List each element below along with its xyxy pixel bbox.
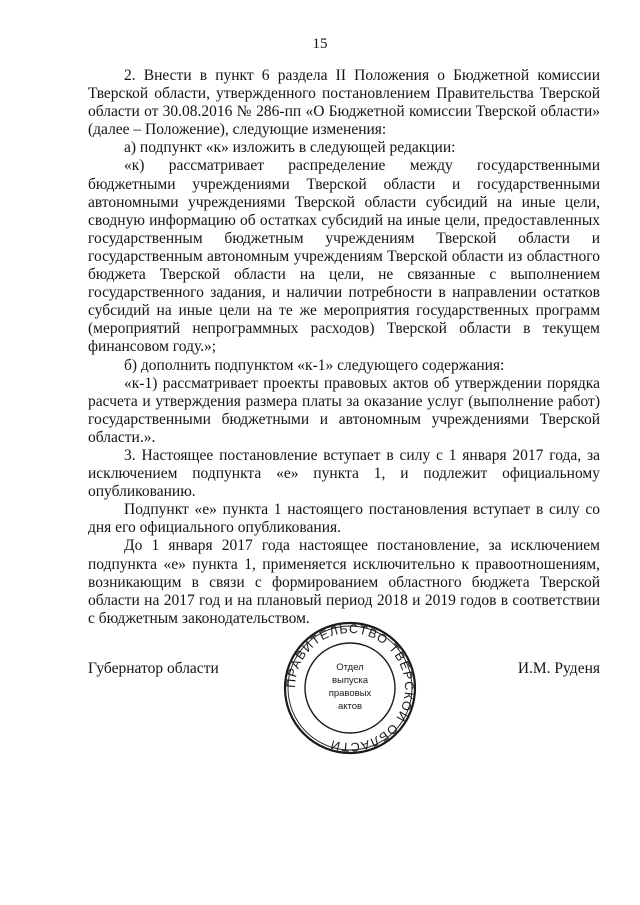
stamp-seal-icon: [282, 620, 418, 756]
paragraph-item-2: 2. Внести в пункт 6 раздела II Положения о Бюджетной комиссии Тверской области, утвержденного постановлением Правительства Тверской области от 30.08.2016 № 286-пп «О Бюджетной комиссии Тверской области» (далее – Положение), следующие изменения:: [88, 67, 600, 139]
paragraph-subitem-a: а) подпункт «к» изложить в следующей редакции:: [124, 139, 456, 157]
official-stamp: [282, 620, 418, 756]
stamp-ring-text: ПРАВИТЕЛЬСТВО ТВЕРСКОЙ ОБЛАСТИ: [283, 621, 417, 755]
signer-name: И.М. Руденя: [517, 660, 600, 677]
paragraph-item-3: 3. Настоящее постановление вступает в силу с 1 января 2017 года, за исключением подпункта «е» пункта 1, и подлежит официальному опубликованию.: [88, 446, 600, 501]
signer-title: Губернатор области: [88, 660, 219, 677]
paragraph-subitem-k: «к) рассматривает распределение между государственными бюджетными учреждениями Тверской области и государственными автономными учреждениями Тверской области субсидий на иные цели, сводную информацию об остатках субсидий на иные цели, предоставленных государственным бюджетным учреждениям Тверской области и государственным автономным учреждениям Тверской области из областного бюджета Тверской области на цели, не связанные с выполнением государственного задания, и наличии потребности в направлении остатков субсидий на иные цели на те же мероприятия государственных программ (мероприятий непрограммных расходов) Тверской области в текущем финансовом году.»;: [88, 157, 600, 356]
paragraph-subitem-b: б) дополнить подпунктом «к-1» следующего содержания:: [124, 356, 505, 374]
page-number: 15: [312, 36, 328, 52]
paragraph-subitem-k1: «к-1) рассматривает проекты правовых актов об утверждении порядка расчета и утверждения размера платы за оказание услуг (выполнение работ) государственными бюджетными и автономным учреждениями Тверской области.».: [88, 374, 600, 446]
document-body: [88, 67, 600, 628]
stamp-line-4: актов: [337, 701, 363, 712]
stamp-line-2: выпуска: [331, 675, 369, 686]
stamp-line-3: правовых: [328, 688, 372, 699]
paragraph-applicability: До 1 января 2017 года настоящее постановление, за исключением подпункта «е» пункта 1, применяется исключительно к правоотношениям, возникающим в связи с формированием областного бюджета Тверской области на 2017 год и на плановый период 2018 и 2019 годов в соответствии с бюджетным законодательством.: [88, 537, 600, 627]
paragraph-effective-date: Подпункт «е» пункта 1 настоящего постановления вступает в силу со дня его официального опубликования.: [88, 501, 600, 537]
stamp-line-1: Отдел: [336, 662, 364, 673]
